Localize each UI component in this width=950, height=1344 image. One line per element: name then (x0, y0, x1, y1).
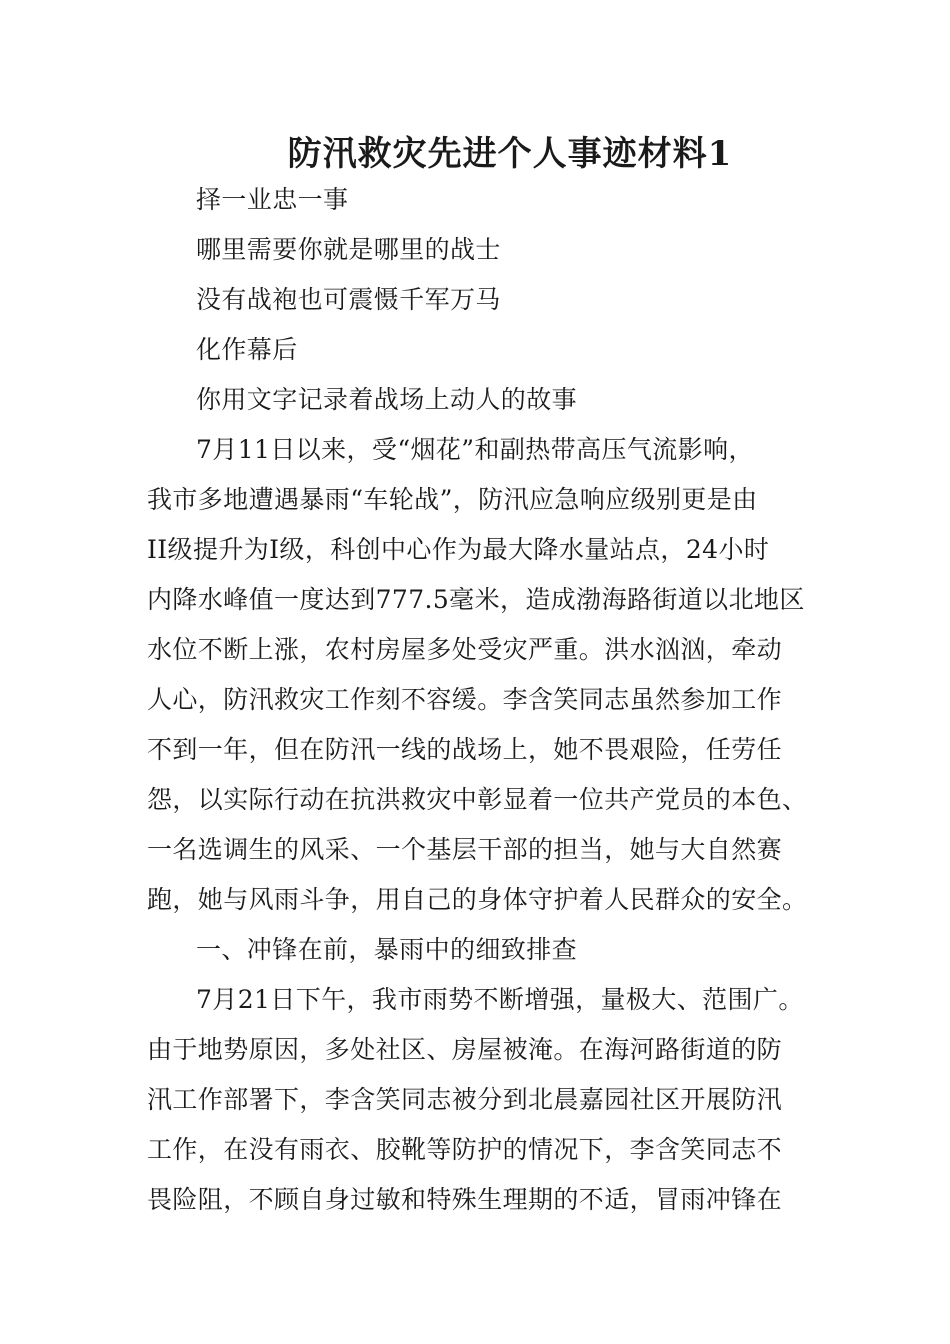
text-line: 择一业忠一事 (196, 185, 349, 214)
text-line: 工作，在没有雨衣、胶靴等防护的情况下，李含笑同志不 (147, 1135, 783, 1164)
text-line: II级提升为I级，科创中心作为最大降水量站点，24小时 (147, 535, 770, 564)
text-line: 我市多地遭遇暴雨“车轮战”，防汛应急响应级别更是由 (147, 485, 758, 514)
text-line: 内降水峰值一度达到777.5毫米，造成渤海路街道以北地区 (147, 585, 805, 614)
text-line: 畏险阻，不顾自身过敏和特殊生理期的不适，冒雨冲锋在 (147, 1185, 783, 1214)
text-line: 一名选调生的风采、一个基层干部的担当，她与大自然赛 (147, 835, 783, 864)
text-line: 7月21日下午，我市雨势不断增强，量极大、范围广。 (196, 985, 804, 1014)
text-line: 你用文字记录着战场上动人的故事 (196, 385, 578, 414)
text-line: 由于地势原因，多处社区、房屋被淹。在海河路街道的防 (147, 1035, 783, 1064)
text-line: 汛工作部署下，李含笑同志被分到北晨嘉园社区开展防汛 (147, 1085, 783, 1114)
document-title: 防汛救灾先进个人事迹材料1 (287, 134, 733, 174)
text-line: 7月11日以来，受“烟花”和副热带高压气流影响， (196, 435, 754, 464)
text-line: 化作幕后 (196, 335, 298, 364)
text-line: 人心，防汛救灾工作刻不容缓。李含笑同志虽然参加工作 (147, 685, 783, 714)
text-line: 跑，她与风雨斗争，用自己的身体守护着人民群众的安全。 (147, 885, 808, 914)
text-line: 水位不断上涨，农村房屋多处受灾严重。洪水汹汹，牵动 (147, 635, 783, 664)
text-line: 怨，以实际行动在抗洪救灾中彰显着一位共产党员的本色、 (147, 785, 808, 814)
text-line: 不到一年，但在防汛一线的战场上，她不畏艰险，任劳任 (147, 735, 783, 764)
text-line: 哪里需要你就是哪里的战士 (196, 235, 501, 264)
section-heading: 一、冲锋在前，暴雨中的细致排查 (196, 935, 578, 964)
text-line: 没有战袍也可震慑千军万马 (196, 285, 501, 314)
